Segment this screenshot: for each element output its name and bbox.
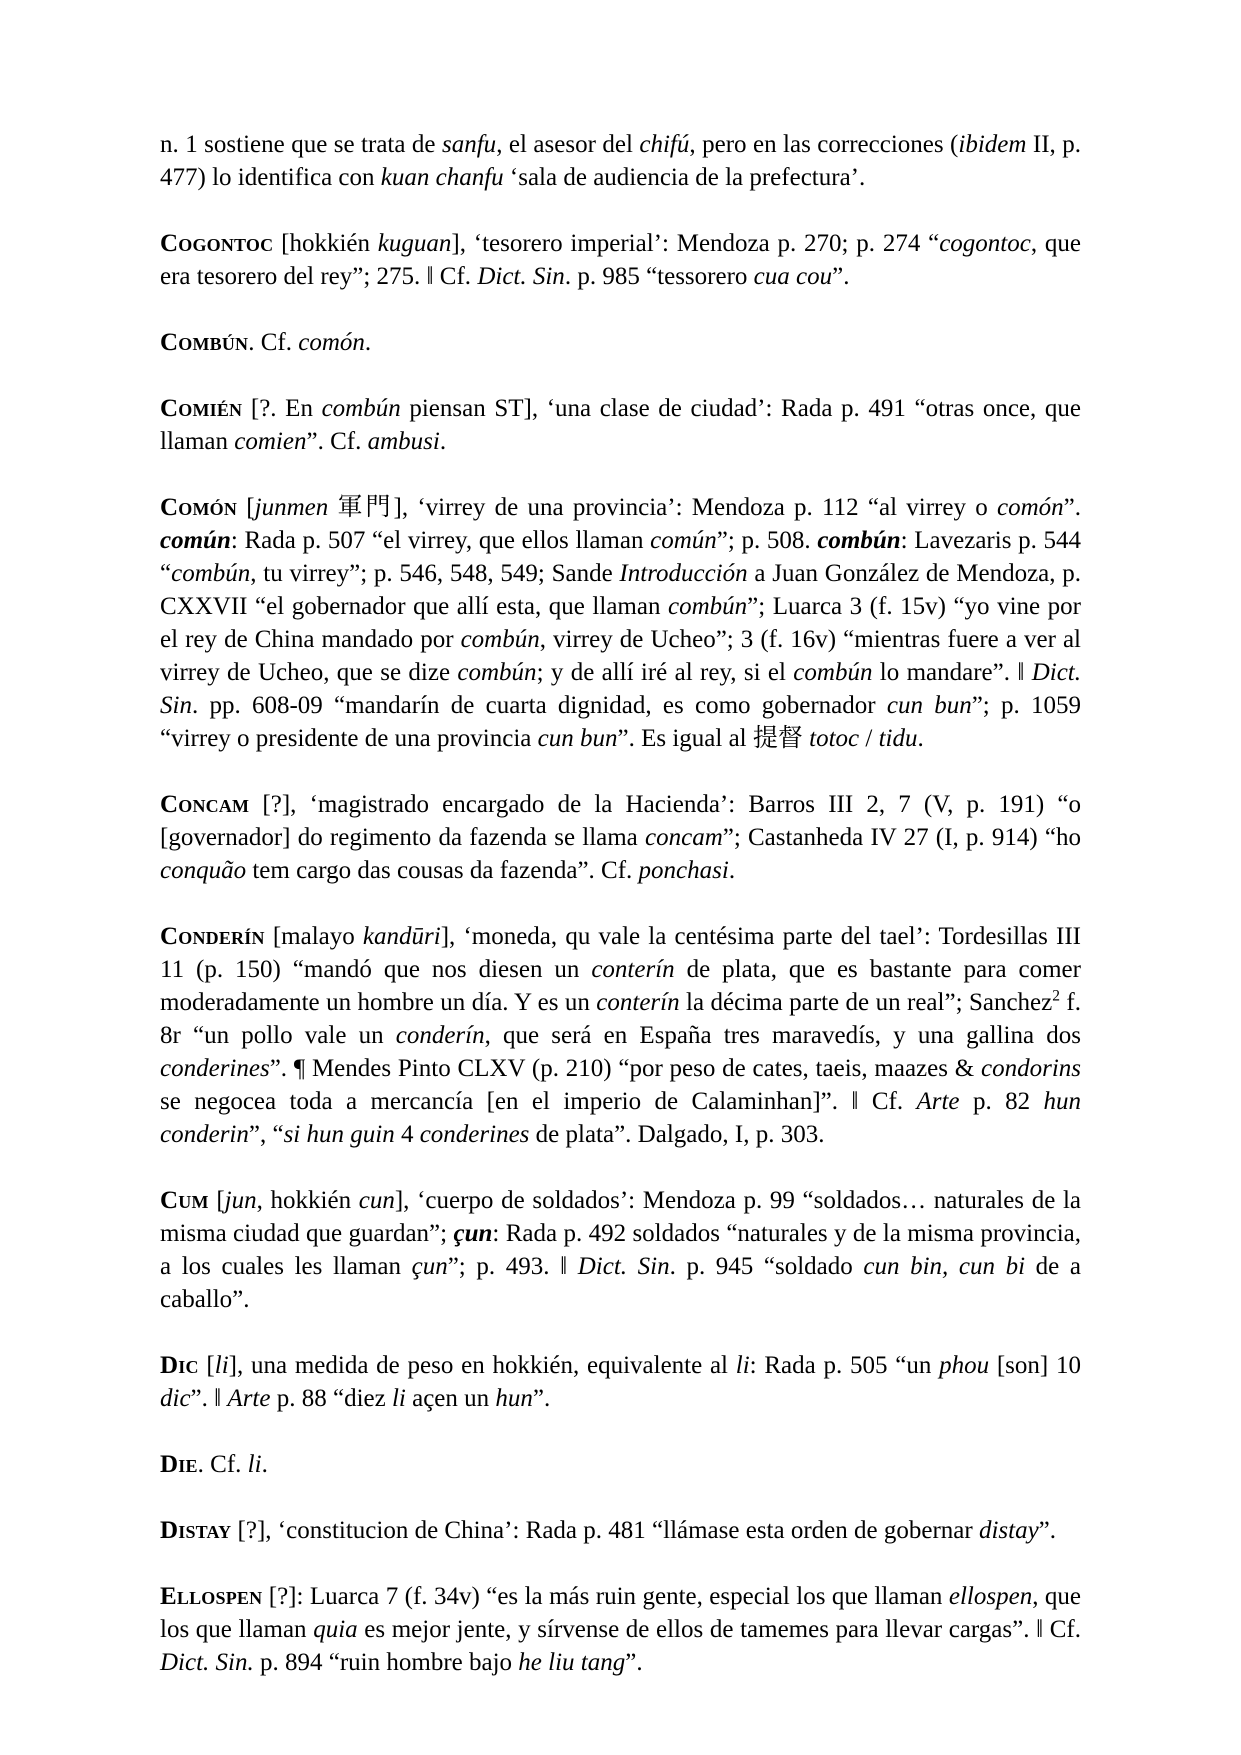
entry-text-segment: cun bin, cun bi xyxy=(863,1253,1026,1280)
entry-text-segment: , virrey de Ucheo”; 3 (f. 16v) “mientras fuere a ver al virrey de Ucheo, que se dize xyxy=(160,626,1081,686)
entry-text-segment: . pp. 608-09 “mandarín de cuarta dignidad, es como gobernador xyxy=(191,692,887,719)
entry-text-segment: , pero en las correcciones ( xyxy=(689,131,959,158)
entry-text-segment: : Rada p. 507 “el virrey, que ellos llaman xyxy=(230,527,651,554)
entry-text-segment: ”. Es igual al 提督 xyxy=(617,725,810,752)
entry-text-segment: a Juan González de Mendoza, p. CXXVII “el gobernador que allí esta, que llaman xyxy=(160,560,1082,620)
entry-headword: Cogontoc xyxy=(160,230,274,257)
entry-headword: Conderín xyxy=(160,923,265,950)
entry-text-segment: ; y de allí iré al rey, si el xyxy=(536,659,794,686)
entry-text-segment: hun conderin xyxy=(160,1088,1081,1148)
entry-text-segment: ”. xyxy=(625,1649,643,1676)
glossary-entry-concam xyxy=(160,788,1081,887)
entry-text-segment: conderín xyxy=(395,1022,485,1049)
entry-text-segment: junmen xyxy=(254,494,329,521)
entry-text-segment: : Rada p. 492 soldados “naturales y de la misma provincia, a los cuales les llaman xyxy=(160,1220,1081,1280)
entry-text-segment: Dict. Sin xyxy=(160,659,1081,719)
entry-text-segment: . xyxy=(364,329,372,356)
entry-text-segment: [?. En xyxy=(242,395,322,422)
entry-text-segment: [ xyxy=(198,1352,215,1379)
entry-text-segment: ”, “ xyxy=(248,1121,284,1148)
entry-text-segment: 軍門], ‘virrey de una provincia’: Mendoza p. 112 “al virrey o xyxy=(328,494,997,521)
entry-text-segment: . xyxy=(728,857,736,884)
entry-text-segment: . xyxy=(261,1451,268,1478)
entry-text-segment: phou xyxy=(939,1352,990,1379)
entry-text-segment: . xyxy=(917,725,924,752)
entry-text-segment: . Cf. xyxy=(248,329,299,356)
entry-text-segment: Dict. Sin xyxy=(577,1253,670,1280)
entry-text-segment: conderines xyxy=(419,1121,530,1148)
entry-text-segment: piensan ST], ‘una clase de ciudad’: Rada p. 491 “otras once, que llaman xyxy=(160,395,1081,455)
glossary-entry-cum xyxy=(160,1184,1081,1316)
entry-headword: Comón xyxy=(160,494,238,521)
entry-text-segment: distay xyxy=(978,1517,1039,1544)
entry-text-segment: ibidem xyxy=(958,131,1027,158)
entry-text-segment: ”; p. 508. xyxy=(716,527,818,554)
entry-text-segment: cogontoc xyxy=(939,230,1031,257)
entry-text-segment: cun xyxy=(358,1187,395,1214)
entry-text-segment: totoc xyxy=(809,725,860,752)
glossary-entry-distay xyxy=(160,1514,1081,1547)
entry-text-segment: tem cargo das cousas da fazenda”. Cf. xyxy=(246,857,639,884)
entry-text-segment: ”; p. 493. ‖ xyxy=(447,1253,578,1280)
entry-text-segment: p. 82 xyxy=(959,1088,1044,1115)
entry-text-segment: cun bun xyxy=(886,692,972,719)
entry-text-segment: conderines xyxy=(160,1055,270,1082)
entry-text-segment: combún xyxy=(668,593,748,620)
entry-text-segment: cun bun xyxy=(537,725,618,752)
entry-text-segment: li xyxy=(247,1451,262,1478)
entry-text-segment: , el asesor del xyxy=(496,131,640,158)
entry-text-segment: [son] 10 xyxy=(989,1352,1081,1379)
entry-text-segment: . Cf. xyxy=(197,1451,248,1478)
entry-text-segment: ‘sala de audiencia de la prefectura’. xyxy=(503,164,866,191)
entry-text-segment: hun xyxy=(495,1385,533,1412)
entry-text-segment: condorins xyxy=(981,1055,1081,1082)
entry-text-segment: es mejor jente, y sírvense de ellos de tamemes para llevar cargas”. ‖ Cf. xyxy=(357,1616,1081,1643)
entry-text-segment: : Rada p. 505 “un xyxy=(749,1352,940,1379)
entry-text-segment: [hokkién xyxy=(273,230,378,257)
entry-text-segment: [ xyxy=(237,494,255,521)
entry-text-segment: ”. xyxy=(832,263,850,290)
entry-text-segment: comón xyxy=(997,494,1064,521)
entry-text-segment: ”. xyxy=(1063,494,1082,521)
entry-text-segment: [?], ‘magistrado encargado de la Hacienda’: Barros III 2, 7 (V, p. 191) “o [governador] do regimento da fazenda se llama xyxy=(160,791,1081,851)
entry-text-segment: : Lavezaris p. 544 “ xyxy=(160,527,1081,587)
entry-text-segment: li xyxy=(391,1385,406,1412)
entry-text-segment: çun xyxy=(411,1253,448,1280)
entry-text-segment: dic xyxy=(160,1385,191,1412)
entry-text-segment: ”. Cf. xyxy=(306,428,368,455)
glossary-entry-die xyxy=(160,1448,1081,1481)
entry-text-segment: kuguan xyxy=(377,230,452,257)
entry-text-segment: ], una medida de peso en hokkién, equivalente al xyxy=(228,1352,736,1379)
glossary-entry-combun xyxy=(160,326,1081,359)
entry-text-segment: conterín xyxy=(596,989,680,1016)
entry-text-segment: sanfu xyxy=(442,131,497,158)
entry-text-segment: ”. xyxy=(532,1385,551,1412)
entry-text-segment: , que será en España tres maravedís, y una gallina dos xyxy=(484,1022,1081,1049)
entry-text-segment: común xyxy=(160,527,231,554)
entry-headword: Die xyxy=(160,1451,198,1478)
entry-text-segment: combún xyxy=(817,527,901,554)
glossary-entry-comon xyxy=(160,491,1081,755)
entry-text-segment: comón xyxy=(298,329,365,356)
entry-text-segment: [?], ‘constitucion de China’: Rada p. 481 “llámase esta orden de gobernar xyxy=(231,1517,979,1544)
entry-text-segment: ], ‘tesorero imperial’: Mendoza p. 270; p. 274 “ xyxy=(451,230,940,257)
entry-text-segment: Introducción xyxy=(619,560,748,587)
entry-text-segment: de a caballo”. xyxy=(160,1253,1081,1313)
entry-text-segment: [malayo xyxy=(264,923,363,950)
entry-text-segment: . p. 945 “soldado xyxy=(669,1253,864,1280)
entry-headword: Cum xyxy=(160,1187,209,1214)
entry-text-segment: quia xyxy=(313,1616,358,1643)
entry-text-segment: Arte xyxy=(916,1088,960,1115)
entry-text-segment: II, p. 477) lo identifica con xyxy=(160,131,1082,191)
entry-text-segment: de plata, que es bastante para comer moderadamente un hombre un día. Y es un xyxy=(160,956,1081,1016)
entry-text-segment: , tu virrey”; p. 546, 548, 549; Sande xyxy=(250,560,620,587)
entry-text-segment: jun xyxy=(224,1187,257,1214)
entry-text-segment: . xyxy=(439,428,447,455)
entry-text-segment: , que era tesorero del rey”; 275. ‖ Cf. xyxy=(160,230,1081,290)
entry-text-segment: común xyxy=(650,527,717,554)
entry-text-segment: ”. ¶ Mendes Pinto CLXV (p. 210) “por peso de cates, taeis, maazes & xyxy=(269,1055,981,1082)
entry-text-segment: 2 xyxy=(1052,987,1060,1005)
entry-text-segment: ponchasi xyxy=(638,857,729,884)
entry-headword: Combún xyxy=(160,329,249,356)
entry-text-segment: se negocea toda a mercancía [en el imperio de Calaminhan]”. ‖ Cf. xyxy=(160,1088,917,1115)
entry-text-segment: si hun guin xyxy=(283,1121,395,1148)
note-paragraph xyxy=(160,128,1081,194)
entry-text-segment: ellospen xyxy=(948,1583,1033,1610)
entry-text-segment: comien xyxy=(234,428,307,455)
entry-text-segment: combún xyxy=(793,659,873,686)
glossary-entry-dic xyxy=(160,1349,1081,1415)
entry-text-segment: ambusi xyxy=(367,428,440,455)
entry-headword: Distay xyxy=(160,1517,232,1544)
entry-text-segment: / xyxy=(859,725,879,752)
entry-text-segment: , hokkién xyxy=(256,1187,359,1214)
entry-text-segment: kuan chanfu xyxy=(380,164,504,191)
entry-headword: Concam xyxy=(160,791,250,818)
entry-text-segment: . p. 985 “tessorero xyxy=(564,263,754,290)
glossary-entry-conderin xyxy=(160,920,1081,1151)
glossary-entry-comien xyxy=(160,392,1081,458)
entry-text-segment: concam xyxy=(645,824,723,851)
entry-text-segment: Arte xyxy=(227,1385,271,1412)
entry-text-segment: ”. xyxy=(1038,1517,1057,1544)
entry-text-segment: cua cou xyxy=(753,263,833,290)
entry-text-segment: [ xyxy=(208,1187,225,1214)
entry-text-segment: he liu tang xyxy=(518,1649,626,1676)
entry-text-segment: Dict. Sin. xyxy=(160,1649,254,1676)
entry-text-segment: li xyxy=(214,1352,229,1379)
entry-text-segment: chifú xyxy=(639,131,690,158)
entry-text-segment: çun xyxy=(453,1220,493,1247)
entry-text-segment: ”; p. 1059 “virrey o presidente de una provincia xyxy=(160,692,1081,752)
entry-text-segment: ”. ‖ xyxy=(190,1385,228,1412)
entry-text-segment: p. 88 “diez xyxy=(270,1385,392,1412)
entry-text-segment: açen un xyxy=(405,1385,496,1412)
entry-text-segment: combún xyxy=(321,395,401,422)
entry-headword: Ellospen xyxy=(160,1583,263,1610)
entry-text-segment: la décima parte de un real”; Sanchez xyxy=(679,989,1053,1016)
entry-text-segment: tidu xyxy=(878,725,918,752)
entry-text-segment: li xyxy=(735,1352,750,1379)
entry-headword: Comién xyxy=(160,395,243,422)
glossary-entry-ellospen xyxy=(160,1580,1081,1679)
glossary-entries xyxy=(160,128,1081,1679)
entry-text-segment: combún xyxy=(171,560,251,587)
entry-text-segment: 4 xyxy=(394,1121,420,1148)
entry-text-segment: ”; Luarca 3 (f. 15v) “yo vine por el rey de China mandado por xyxy=(160,593,1081,653)
entry-text-segment: combún xyxy=(460,626,540,653)
entry-text-segment: kandūri xyxy=(362,923,441,950)
entry-text-segment: lo mandare”. ‖ xyxy=(872,659,1032,686)
entry-text-segment: conquão xyxy=(160,857,247,884)
glossary-entry-cogontoc xyxy=(160,227,1081,293)
entry-headword: Dic xyxy=(160,1352,199,1379)
entry-text-segment: conterín xyxy=(591,956,675,983)
entry-text-segment: Dict. Sin xyxy=(477,263,565,290)
entry-text-segment: ”; Castanheda IV 27 (I, p. 914) “ho xyxy=(722,824,1082,851)
entry-text-segment: f. 8r “un pollo vale un xyxy=(160,989,1082,1049)
entry-text-segment: ], ‘moneda, qu vale la centésima parte del tael’: Tordesillas III 11 (p. 150) “mandó que nos diesen un xyxy=(160,923,1081,983)
entry-text-segment: p. 894 “ruin hombre bajo xyxy=(253,1649,519,1676)
entry-text-segment: de plata”. Dalgado, I, p. 303. xyxy=(529,1121,825,1148)
entry-text-segment: [?]: Luarca 7 (f. 34v) “es la más ruin gente, especial los que llaman xyxy=(262,1583,949,1610)
entry-text-segment: , que los que llaman xyxy=(160,1583,1081,1643)
entry-text-segment: combún xyxy=(457,659,537,686)
entry-text-segment: ], ‘cuerpo de soldados’: Mendoza p. 99 “soldados… naturales de la misma ciudad que guardan”; xyxy=(160,1187,1081,1247)
entry-text-segment: n. 1 sostiene que se trata de xyxy=(160,131,442,158)
